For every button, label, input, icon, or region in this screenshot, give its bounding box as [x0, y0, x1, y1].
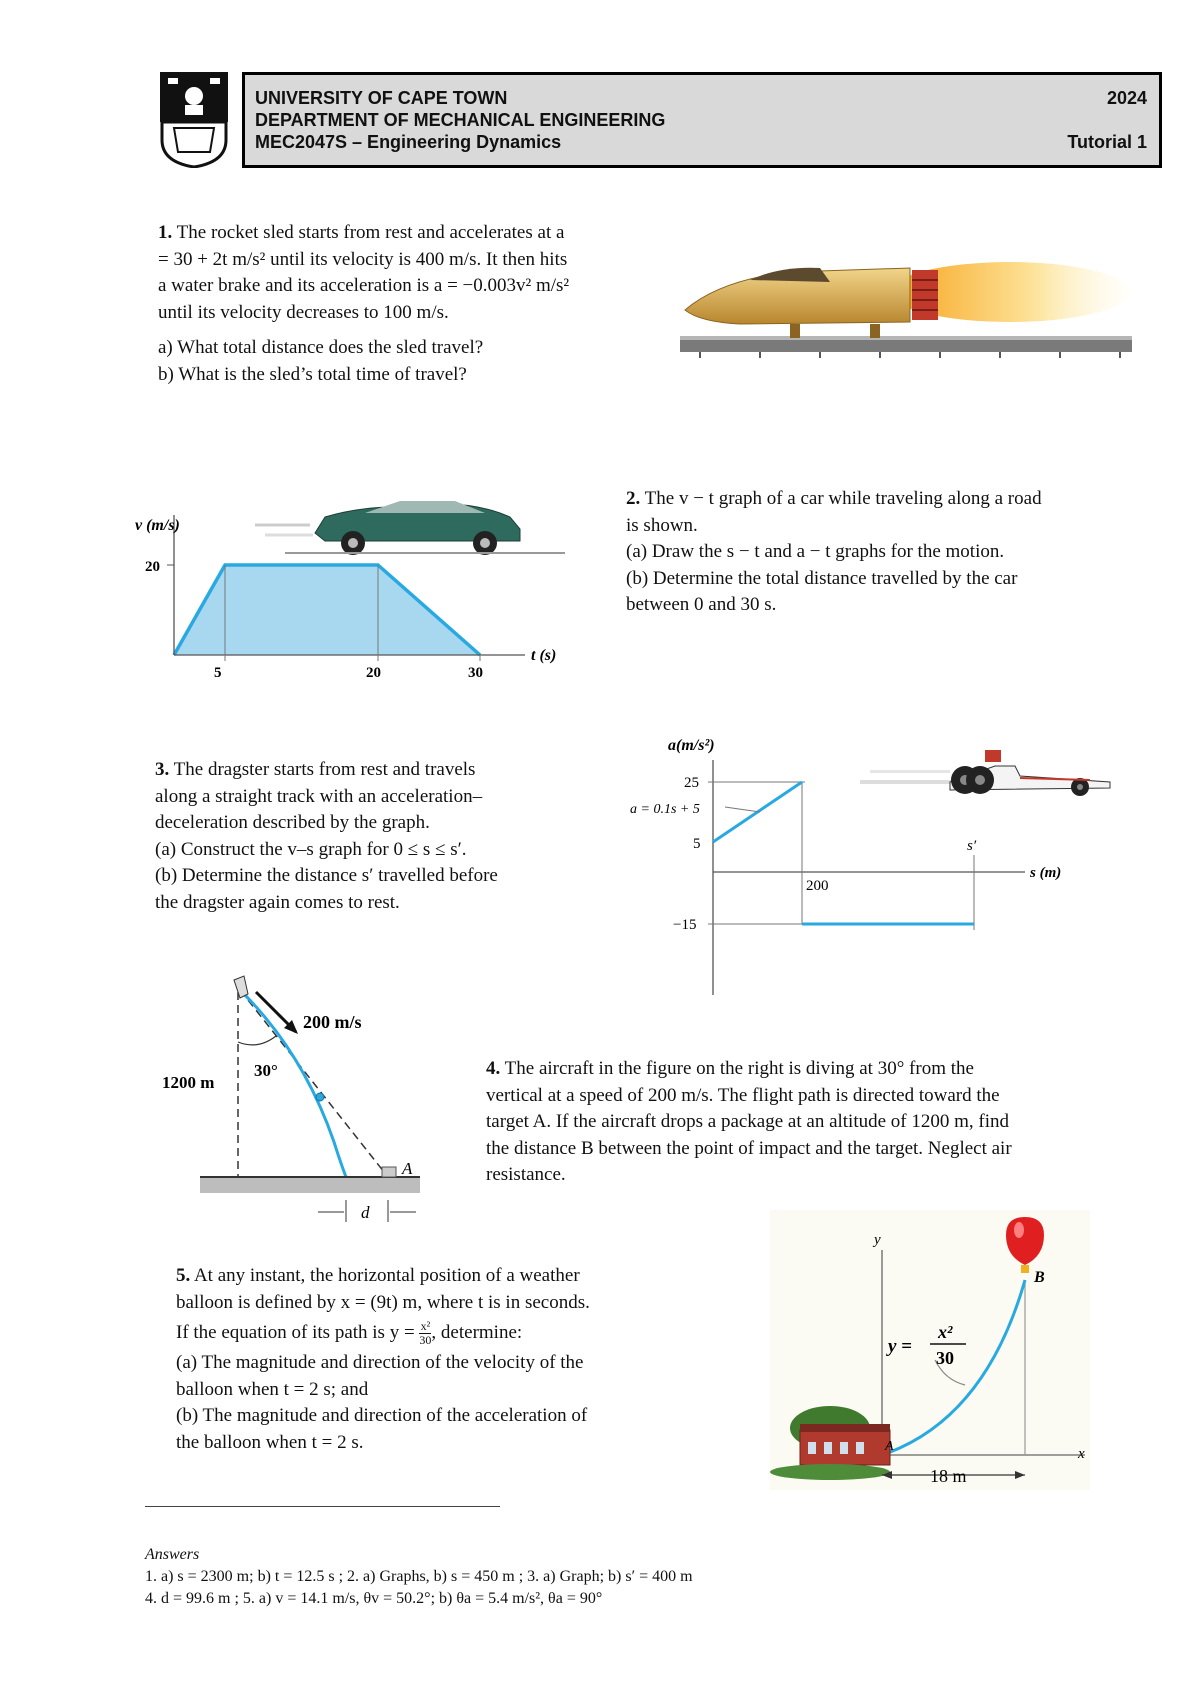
distance-label: d: [361, 1203, 370, 1222]
tick-s-prime: s′: [967, 838, 977, 854]
crest-icon: [160, 72, 228, 168]
car-illustration: [255, 501, 565, 555]
angle-label: 30°: [254, 1061, 278, 1080]
tutorial-label: Tutorial 1: [1067, 132, 1147, 152]
speed-label: 200 m/s: [303, 1012, 362, 1032]
fraction-numerator: x²: [420, 1319, 431, 1334]
distance-label: 18 m: [930, 1466, 967, 1486]
q5-line: At any instant, the horizontal position of a weather: [193, 1265, 580, 1286]
q5-line: balloon is defined by x = (9t) m, where t is in seconds.: [176, 1291, 590, 1313]
q5-line: (a) The magnitude and direction of the velocity of the: [176, 1352, 584, 1373]
tick-25: 25: [684, 775, 699, 791]
q4-line: target A. If the aircraft drops a package at an altitude of 1200 m, find: [486, 1111, 1010, 1132]
question-number: 3.: [155, 759, 170, 780]
question-4: [486, 1056, 1176, 1189]
q1-line: = 30 + 2t m/s² until its velocity is 400 m/s. It then hits: [158, 248, 568, 270]
x-axis-label: x: [1078, 1446, 1085, 1462]
tick-minus-15: −15: [673, 917, 697, 933]
question-1: [158, 220, 668, 388]
q3-line: deceleration described by the graph.: [155, 812, 430, 833]
q1-line: The rocket sled starts from rest and accelerates at a: [176, 222, 565, 243]
university-name: UNIVERSITY OF CAPE TOWN: [255, 88, 508, 108]
vt-x-tick: 30: [468, 665, 483, 681]
vt-y-axis-label: v (m/s): [135, 517, 180, 534]
at-y-axis-label: a(m/s²): [668, 737, 715, 754]
q3-line: the dragster again comes to rest.: [155, 891, 400, 913]
q1-line: until its velocity decreases to 100 m/s.: [158, 301, 449, 323]
q2-line: is shown.: [626, 514, 698, 536]
answers-title: Answers: [145, 1546, 200, 1563]
ramp-equation: a = 0.1s + 5: [630, 802, 700, 817]
answers-line-1: 1. a) s = 2300 m; b) t = 12.5 s ; 2. a) Graphs, b) s = 450 m ; 3. a) Graph; b) s′ = 400 m: [145, 1568, 693, 1585]
question-number: 5.: [176, 1265, 191, 1286]
q5-line: the balloon when t = 2 s.: [176, 1431, 364, 1453]
q1-part-a: a) What total distance does the sled travel?: [158, 337, 484, 358]
rocket-sled-illustration: [680, 240, 1132, 365]
q3-line: along a straight track with an acceleration–: [155, 785, 483, 807]
question-number: 4.: [486, 1058, 501, 1079]
course-name: MEC2047S – Engineering Dynamics: [255, 132, 562, 152]
answers-divider: [145, 1506, 500, 1507]
q4-line: vertical at a speed of 200 m/s. The flight path is directed toward the: [486, 1084, 1000, 1106]
path-equation-num: x²: [938, 1322, 953, 1342]
tick-5: 5: [693, 836, 701, 852]
figure-q2: [115, 455, 590, 695]
question-number: 1.: [158, 222, 173, 243]
fraction-denominator: 30: [419, 1333, 432, 1348]
answers: [145, 1544, 1045, 1610]
vt-x-axis-label: t (s): [531, 647, 557, 664]
target-icon: [382, 1167, 396, 1177]
question-5: [176, 1263, 716, 1456]
target-label: A: [402, 1159, 413, 1178]
q5-line: , determine:: [431, 1322, 523, 1343]
vt-x-tick: 20: [366, 665, 381, 681]
figure-q3: [620, 730, 1140, 1000]
vt-x-tick: 5: [214, 665, 222, 681]
q1-part-b: b) What is the sled’s total time of travel?: [158, 363, 467, 385]
q4-line: The aircraft in the figure on the right is diving at 30° from the: [504, 1058, 974, 1079]
question-number: 2.: [626, 488, 641, 509]
q3-line: The dragster starts from rest and travels: [173, 759, 476, 780]
university-crest: [160, 72, 228, 168]
q5-line: (b) The magnitude and direction of the acceleration of: [176, 1405, 588, 1426]
point-b-label: B: [1034, 1269, 1045, 1286]
altitude-label: 1200 m: [162, 1073, 215, 1092]
vt-y-tick: 20: [145, 559, 160, 575]
department-name: DEPARTMENT OF MECHANICAL ENGINEERING: [255, 110, 666, 130]
at-x-axis-label: s (m): [1030, 865, 1062, 881]
dragster-illustration: [860, 750, 1110, 796]
question-2: [626, 486, 1166, 619]
point-a-label: A: [885, 1439, 894, 1454]
q1-line: a water brake and its acceleration is a = −0.003v² m/s²: [158, 275, 570, 296]
path-equation-lhs: y =: [888, 1336, 913, 1357]
q2-line: (b) Determine the total distance travelled by the car: [626, 567, 1018, 589]
figure-q5: [770, 1210, 1090, 1490]
q3-line: (a) Construct the v–s graph for 0 ≤ s ≤ s′.: [155, 838, 467, 860]
q5-line: If the equation of its path is y =: [176, 1322, 420, 1343]
y-axis-label: y: [874, 1232, 881, 1248]
q2-line: The v − t graph of a car while traveling along a road: [644, 488, 1042, 509]
answers-line-2: 4. d = 99.6 m ; 5. a) v = 14.1 m/s, θv = 50.2°; b) θa = 5.4 m/s², θa = 90°: [145, 1590, 603, 1607]
q4-line: the distance B between the point of impact and the target. Neglect air: [486, 1137, 1012, 1159]
vt-area: [174, 565, 480, 655]
figure-q4: [158, 972, 448, 1232]
tick-200: 200: [806, 878, 829, 894]
q3-line: (b) Determine the distance s′ travelled before: [155, 865, 498, 886]
q2-line: between 0 and 30 s.: [626, 594, 777, 615]
year: 2024: [1106, 88, 1147, 108]
q2-line: (a) Draw the s − t and a − t graphs for the motion.: [626, 541, 1005, 562]
header-box: [242, 72, 1162, 168]
q4-line: resistance.: [486, 1164, 566, 1185]
fraction: [419, 1320, 431, 1347]
question-3: [155, 757, 595, 916]
path-equation-den: 30: [936, 1348, 954, 1368]
aircraft-icon: [234, 976, 248, 998]
q5-line: balloon when t = 2 s; and: [176, 1378, 369, 1400]
